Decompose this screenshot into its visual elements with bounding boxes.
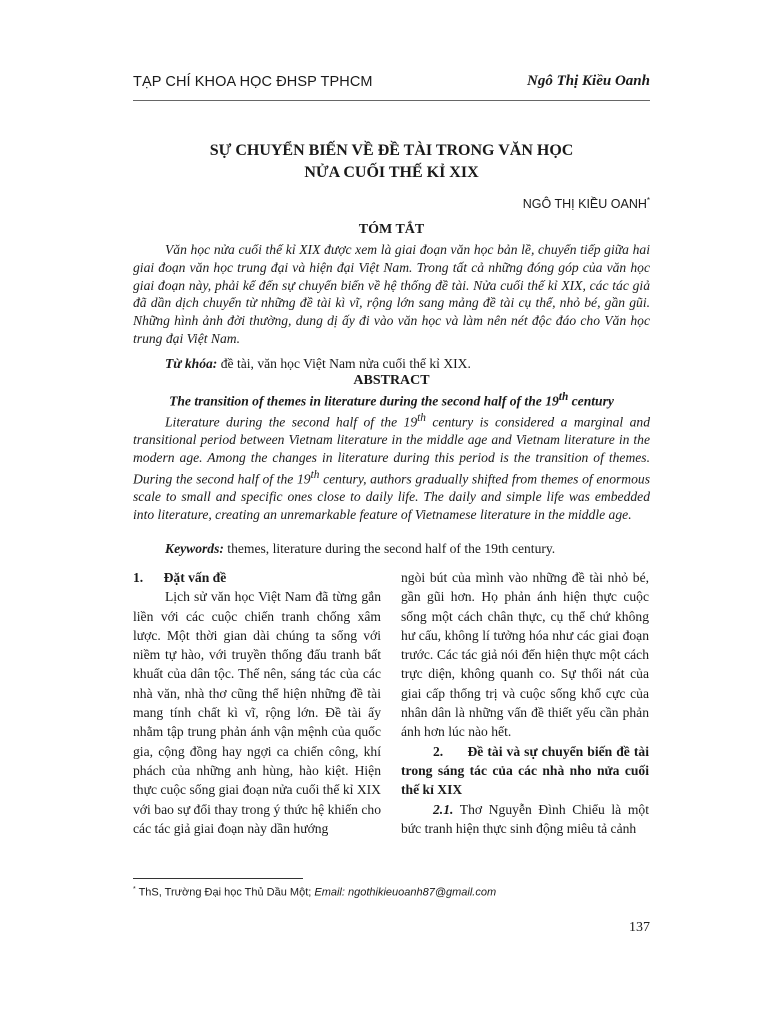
author-byline bbox=[523, 196, 650, 211]
section-2-heading: 2. Đề tài và sự chuyển biến đề tài trong sáng tác của các nhà nho nửa cuối thế kỉ XIX bbox=[401, 743, 653, 798]
keywords-vi: đề tài, văn học Việt Nam nửa cuối thế kỉ XIX. bbox=[217, 356, 471, 371]
summary-text: Văn học nửa cuối thế kỉ XIX được xem là giai đoạn văn học bản lề, chuyển tiếp giữa hai giai đoạn văn học trung đại và hiện đại Việt Nam. Trong tất cả những đóng góp của văn học giai đoạn này, phải kể đến sự chuyển biến về hệ thống đề tài. Nửa cuối thế kỉ XIX, các tác giả đã dần dịch chuyển từ những đề tài kì vĩ, rộng lớn sang mảng đề tài cụ thể, nhỏ bé, gần gũi. Những hình ảnh đời thường, dung dị ấy đi vào văn học và làm nên nét độc đáo cho Văn học trung đại Việt Nam. bbox=[133, 242, 650, 346]
footnote-email-label: Email: bbox=[314, 886, 345, 899]
section-2-1 bbox=[401, 800, 649, 839]
abstract-title bbox=[133, 391, 650, 410]
article-title-line-2: NỬA CUỐI THẾ KỈ XIX bbox=[304, 164, 479, 181]
footnote-email: ngothikieuoanh87@gmail.com bbox=[344, 886, 497, 899]
summary-heading: TÓM TẮT bbox=[358, 222, 425, 237]
section-2-1-text: Thơ Nguyễn Đình Chiểu là một bức tranh hiện thực sinh động miêu tả cảnh bbox=[401, 801, 649, 836]
abstract-keywords bbox=[133, 540, 650, 558]
body-column-left bbox=[133, 568, 381, 838]
keywords-en: themes, literature during the second half of the 19th century. bbox=[223, 541, 556, 556]
abstract-text-a: Literature during the second half of the 19 bbox=[165, 414, 418, 430]
summary-keywords bbox=[133, 355, 650, 373]
header-divider bbox=[133, 100, 650, 101]
section-1-text: Lịch sử văn học Việt Nam đã từng gắn liền với các cuộc chiến tranh chống xâm lược. Một thời gian dài chúng ta sống với niềm tự hào, với truyền thống đấu tranh bất khuất của dân tộc. Thế nên, sáng tác của các nhà văn, nhà thơ cũng thể hiện những đề tài mang tính chất kì vĩ, rộng lớn. Đề tài ấy nhằm tập trung phản ánh vận mệnh của quốc gia, cộng đồng hay ngợi ca chiến công, khí phách của những anh hùng, hào kiệt. Hiện thực cuộc sống giai đoạn nửa cuối thế kỉ XIX với bao sự đổi thay trong ý thức hệ khiến cho các tác giả giai đoạn này dần hướng bbox=[133, 589, 381, 836]
abstract-title-end: century bbox=[568, 393, 614, 409]
abstract-title-sup: th bbox=[558, 391, 569, 403]
section-1-heading: 1. Đặt vấn đề bbox=[133, 570, 227, 585]
body-column-right bbox=[401, 568, 653, 838]
footnote-mark: * bbox=[133, 886, 136, 893]
abstract-sup-2: th bbox=[310, 468, 320, 481]
footnote-divider bbox=[133, 878, 303, 879]
abstract-title-text: The transition of themes in literature during the second half of the 19 bbox=[169, 393, 559, 409]
author-footnote-mark: * bbox=[646, 196, 650, 205]
keywords-label-vi: Từ khóa: bbox=[165, 356, 218, 371]
abstract-text-b: century is considered a marginal and transitional period between Vietnam literature in the middle age and Vietnam literature in the modern age. Among the changes in literature during this period is the transition of themes. During the second half of the 19 bbox=[133, 414, 651, 487]
footnote bbox=[133, 886, 496, 899]
keywords-label-en: Keywords: bbox=[165, 541, 224, 556]
section-1-continued: ngòi bút của mình vào những đề tài nhỏ bé, gần gũi hơn. Họ phản ánh hiện thực cuộc sống một cách chân thực, cụ thể chứ không hư cấu, không lí tưởng hóa như các giai đoạn trước. Các tác giả nói đến hiện thực một cách trực diện, không quanh co. Sự thối nát của giai cấp thống trị và cuộc sống khổ cực của nhân dân là những vấn đề thiết yếu cần phản ánh hơn lúc nào hết. bbox=[401, 570, 649, 740]
footnote-affiliation: ThS, Trường Đại học Thủ Dầu Một; bbox=[135, 886, 315, 899]
article-title-line-1: SỰ CHUYỂN BIẾN VỀ ĐỀ TÀI TRONG VĂN HỌC bbox=[209, 142, 574, 159]
abstract-heading: ABSTRACT bbox=[353, 373, 430, 388]
abstract-sup-1: th bbox=[417, 412, 426, 424]
journal-name: TẠP CHÍ KHOA HỌC ĐHSP TPHCM bbox=[133, 74, 373, 90]
author-name: NGÔ THỊ KIỀU OANH bbox=[522, 197, 647, 212]
section-2-1-label: 2.1. bbox=[433, 801, 454, 817]
abstract-text-c: century, authors gradually shifted from themes of enormous scale to small and specific ones close to daily life. The daily and simple life was embedded into literature, creating an unremarkable feature of Vietnamese literature in the middle age. bbox=[133, 471, 650, 523]
running-author: Ngô Thị Kiều Oanh bbox=[527, 73, 650, 89]
page-number: 137 bbox=[629, 920, 650, 935]
abstract-text bbox=[133, 410, 650, 524]
